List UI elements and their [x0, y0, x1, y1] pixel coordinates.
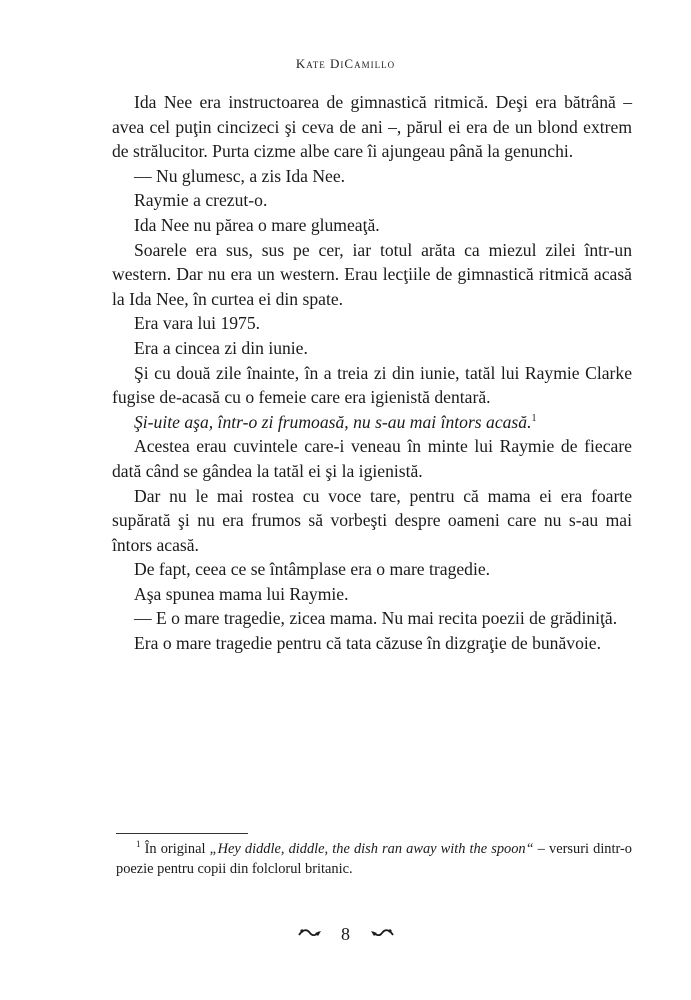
ornament-left-icon: [297, 924, 323, 945]
page-footer: [0, 923, 691, 945]
body-text: [112, 90, 632, 656]
paragraph: De fapt, ceea ce se întâmplase era o mare tragedie.: [134, 559, 491, 580]
italic-paragraph: [112, 410, 632, 435]
footnote-quote: „Hey diddle, diddle, the dish ran away with the spoon“: [209, 841, 534, 857]
paragraph: Era a cincea zi din iunie.: [134, 337, 308, 358]
footnote-divider: [116, 833, 248, 834]
footnote-marker-wrap: [116, 841, 145, 857]
paragraph: Dar nu le mai rostea cu voce tare, pentru că mama ei era foarte supărată şi nu era frumos să vorbeşti despre oameni care nu s-au mai întors acasă.: [112, 485, 632, 555]
footnote-prefix: În original: [144, 841, 210, 857]
paragraph: Aşa spunea mama lui Raymie.: [134, 583, 349, 604]
footnote-suffix: – versuri dintr-o poezie pentru copii din folclorul britanic.: [116, 841, 632, 877]
page-number: 8: [341, 924, 350, 945]
footnote: [116, 840, 632, 879]
paragraph: Soarele era sus, sus pe cer, iar totul arăta ca miezul zilei într-un western. Dar nu era un western. Erau lecţiile de gimnastică ritmică acasă la Ida Nee, în curtea ei din spate.: [112, 239, 632, 309]
paragraph: Acestea erau cuvintele care-i veneau în minte lui Raymie de fiecare dată când se gândea la tatăl ei şi la igienistă.: [112, 436, 632, 481]
footnote-marker: 1: [136, 839, 141, 850]
running-head: Kate DiCamillo: [295, 56, 396, 71]
paragraph: Ida Nee nu părea o mare glumeaţă.: [134, 214, 380, 235]
paragraph: — Nu glumesc, a zis Ida Nee.: [134, 165, 346, 186]
paragraph: Raymie a crezut-o.: [134, 190, 268, 211]
footnote-reference[interactable]: 1: [531, 412, 537, 424]
paragraph: Şi cu două zile înainte, în a treia zi din iunie, tatăl lui Raymie Clarke fugise de-acasă cu o femeie care era igienistă dentară.: [112, 362, 632, 408]
ornament-right-icon: [369, 924, 395, 945]
paragraph: Ida Nee era instructoarea de gimnastică ritmică. Deşi era bătrână – avea cel puţin cincizeci şi ceva de ani –, părul ei era de un blond extrem de strălucitor. Purta cizme albe care îi ajungeau până la genunchi.: [112, 92, 632, 162]
italic-line: Şi-uite aşa, într-o zi frumoasă, nu s-au mai întors acasă.: [134, 411, 532, 432]
paragraph: Era vara lui 1975.: [134, 313, 261, 334]
paragraph: Era o mare tragedie pentru că tata căzuse în dizgraţie de bunăvoie.: [134, 633, 601, 654]
paragraph: — E o mare tragedie, zicea mama. Nu mai recita poezii de grădiniţă.: [134, 608, 618, 629]
